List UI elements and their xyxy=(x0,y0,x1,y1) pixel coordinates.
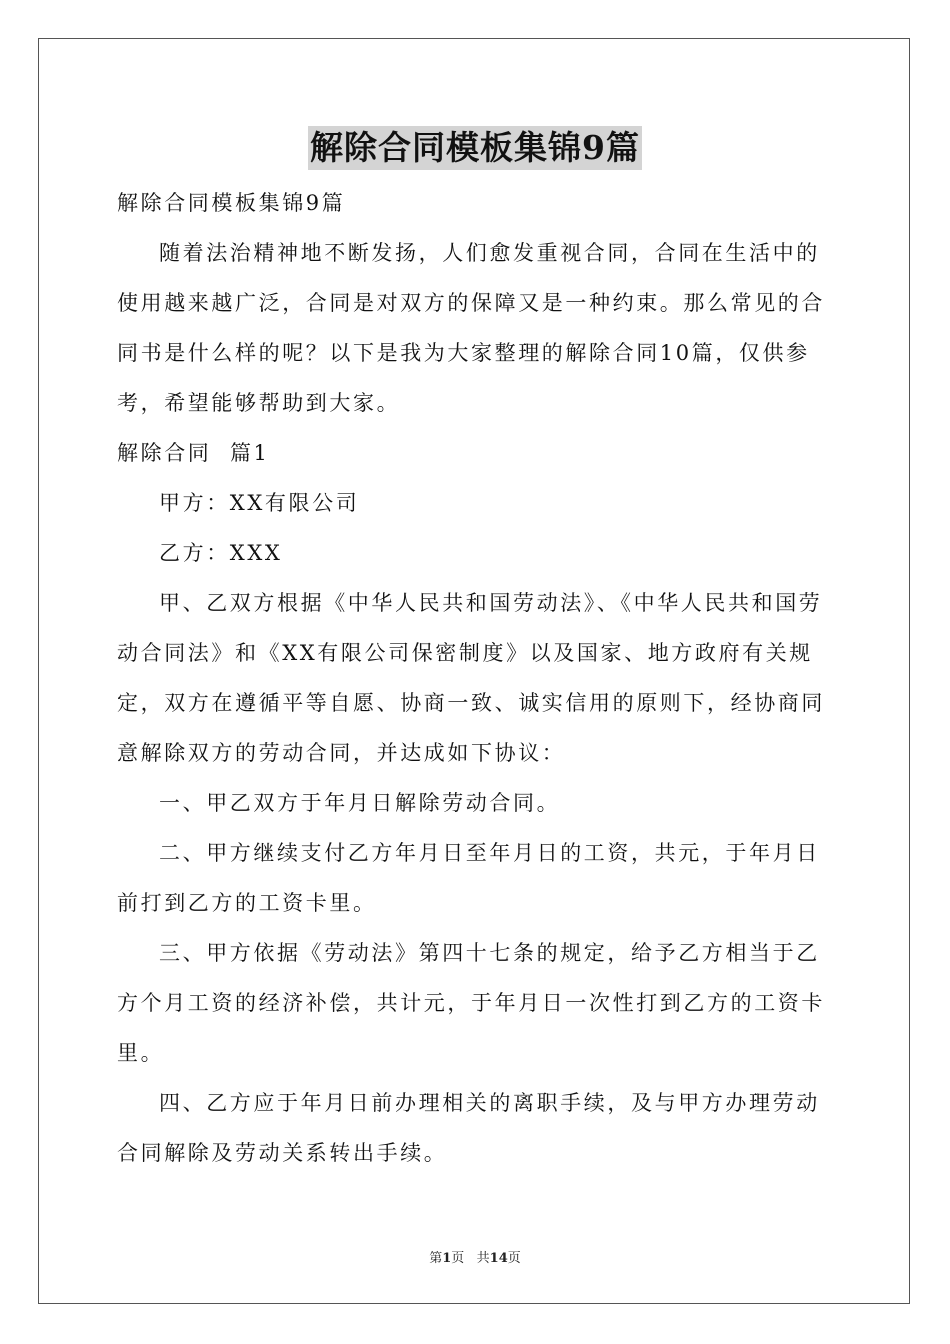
page-footer xyxy=(0,1247,950,1266)
clause-2: 二、甲方继续支付乙方年月日至年月日的工资，共元，于年月日前打到乙方的工资卡里。 xyxy=(117,841,820,915)
footer-suffix: 页 xyxy=(507,1251,521,1266)
document-title: 解除合同模板集锦9篇 xyxy=(308,126,642,170)
clause-basis: 甲、乙双方根据《中华人民共和国劳动法》、《中华人民共和国劳动合同法》和《XX有限公司保密制度》以及国家、地方政府有关规定，双方在遵循平等自愿、协商一致、诚实信用的原则下，经协商同意解除双方的劳动合同，并达成如下协议： xyxy=(117,591,825,765)
subtitle: 解除合同模板集锦9篇 xyxy=(117,191,346,215)
clause-1: 一、甲乙双方于年月日解除劳动合同。 xyxy=(159,791,561,815)
footer-page-number: 1 xyxy=(442,1251,452,1266)
footer-page-total: 14 xyxy=(489,1251,508,1266)
title-wrap xyxy=(0,126,950,170)
intro-paragraph: 随着法治精神地不断发扬，人们愈发重视合同，合同在生活中的使用越来越广泛，合同是对双方的保障又是一种约束。那么常见的合同书是什么样的呢？以下是我为大家整理的解除合同10篇，仅供参考，希望能够帮助到大家。 xyxy=(117,241,825,415)
clause-4: 四、乙方应于年月日前办理相关的离职手续，及与甲方办理劳动合同解除及劳动关系转出手续。 xyxy=(117,1091,820,1165)
party-b: 乙方：XXX xyxy=(159,541,283,565)
footer-prefix: 第 xyxy=(429,1251,443,1266)
document-body xyxy=(117,178,833,1178)
clause-3: 三、甲方依据《劳动法》第四十七条的规定，给予乙方相当于乙方个月工资的经济补偿，共计元，于年月日一次性打到乙方的工资卡里。 xyxy=(117,941,825,1065)
section-heading: 解除合同 篇1 xyxy=(117,441,270,465)
party-a: 甲方：XX有限公司 xyxy=(159,491,360,515)
footer-mid: 页 共 xyxy=(451,1251,490,1266)
